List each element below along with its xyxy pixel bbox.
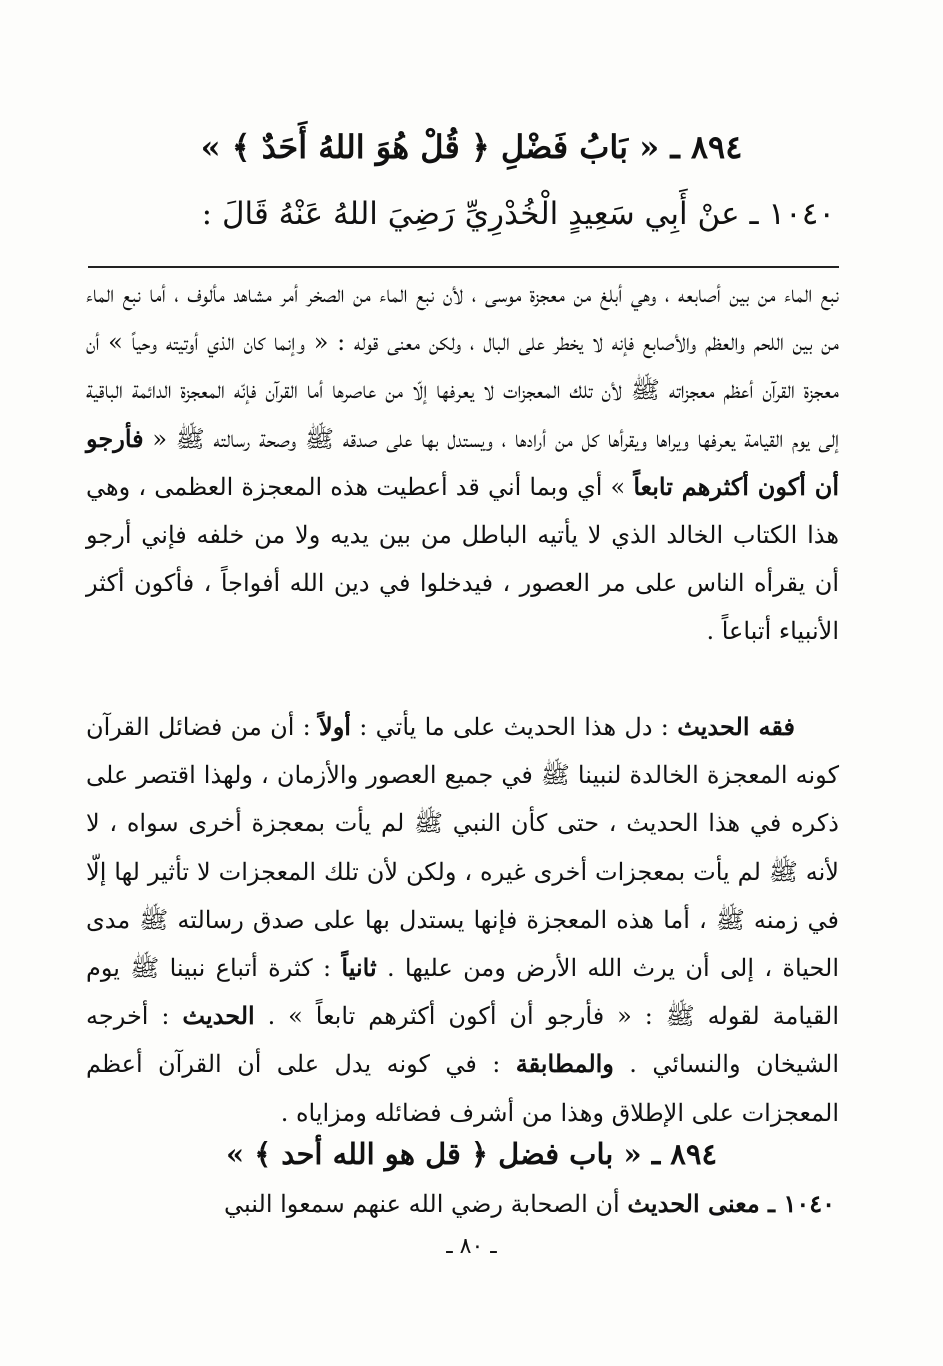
paragraph-text: : أن من فضائل القرآن كونه المعجزة الخالدة لنبينا ﷺ في جميع العصور والأزمان ، ولهذا اقتصر على ذكره في هذا الحديث ، حتى كأن النبي ﷺ لم يأت بمعجزة أخرى سواه ، لا لأنه ﷺ لم يأت بمعجزات أخرى غيره ، ولكن لأن تلك المعجزات لا تأثير لها إلّا في زمنه ﷺ ، أما هذه المعجزة فإنها يستدل بها على صدق رسالته ﷺ مدى الحياة ، إلى أن يرث الله الأرض ومن عليها . (86, 713, 839, 983)
commentary-paragraph-1 (86, 270, 839, 656)
page-number: ـ ٨٠ ـ (446, 1234, 497, 1259)
label-hadith: الحديث (182, 1001, 255, 1031)
hadith-header: ١٠٤٠ ـ عنْ أَبِي سَعِيدٍ الْخُدْرِيِّ رَضِيَ اللهُ عَنْهُ قَالَ : (201, 196, 835, 232)
hadith-meaning-text: أن الصحابة رضي الله عنهم سمعوا النبي (224, 1190, 628, 1218)
paragraph-text: » أي وبما أني قد أعطيت هذه المعجزة العظمى ، وهي هذا الكتاب الخالد الذي لا يأتيه الباطل من بين يديه ولا من خلفه فإني أرجو أن يقرأه الناس على مر العصور ، فيدخلوا في دين الله أفواجاً ، فأكون أكثر الأنبياء أتباعاً . (86, 472, 840, 646)
hadith-line-2 (90, 1189, 835, 1218)
paragraph-text: : دل هذا الحديث على ما يأتي : (350, 713, 678, 741)
hadith-meaning-label: ١٠٤٠ ـ معنى الحديث (627, 1189, 835, 1218)
label-second: ثانياً (341, 953, 377, 983)
chapter-title: ٨٩٤ ـ « بَابُ فَضْلِ ﴿ قُلْ هُوَ اللهُ أَحَدٌ ﴾ » (200, 128, 743, 166)
paragraph-text: نبع الماء من بين أصابعه ، وهي أبلغ من معجزة موسى ، لأن نبع الماء من الصخر أمر مشاهد مألوف ، أما نبع الماء من بين اللحم والعظم والأصابع فإنه لا يخطر على البال ، ولكن معنى قوله : « وإنما كان الذي أوتيته وحياً » أن معجزة القرآن أعظم معجزاته ﷺ لأن تلك المعجزات لا يعرفها إلّا من عاصرها أما القرآن فإنّه المعجزة الدائمة الباقية إلى يوم القيامة يعرفها ويراها ويقرأها كل من أرادها ، ويستدل بها على صدقه ﷺ وصحة رسالته ﷺ « (86, 280, 839, 453)
paragraph-text: : كثرة أتباع نبينا ﷺ يوم القيامة لقوله ﷺ : « فأرجو أن أكون أكثرهم تابعاً » . (86, 954, 839, 1031)
label-first: أولاً (319, 712, 351, 741)
bold-quote: فأرجو أن أكون أكثرهم تابعاً (86, 423, 839, 501)
paragraph-text: : في كونه يدل على أن القرآن أعظم المعجزات على الإطلاق وهذا من أشرف فضائله ومزاياه . (86, 1050, 839, 1127)
paragraph-text: : أخرجه الشيخان والنسائي . (86, 1002, 840, 1079)
commentary-paragraph-2 (86, 703, 839, 1137)
chapter-title-2: ٨٩٤ ـ « باب فضل ﴿ قل هو الله أحد ﴾ » (225, 1137, 718, 1171)
label-fiqh: فقه الحديث (677, 712, 795, 741)
divider-rule (88, 266, 839, 268)
label-conformity: والمطابقة (515, 1049, 614, 1079)
